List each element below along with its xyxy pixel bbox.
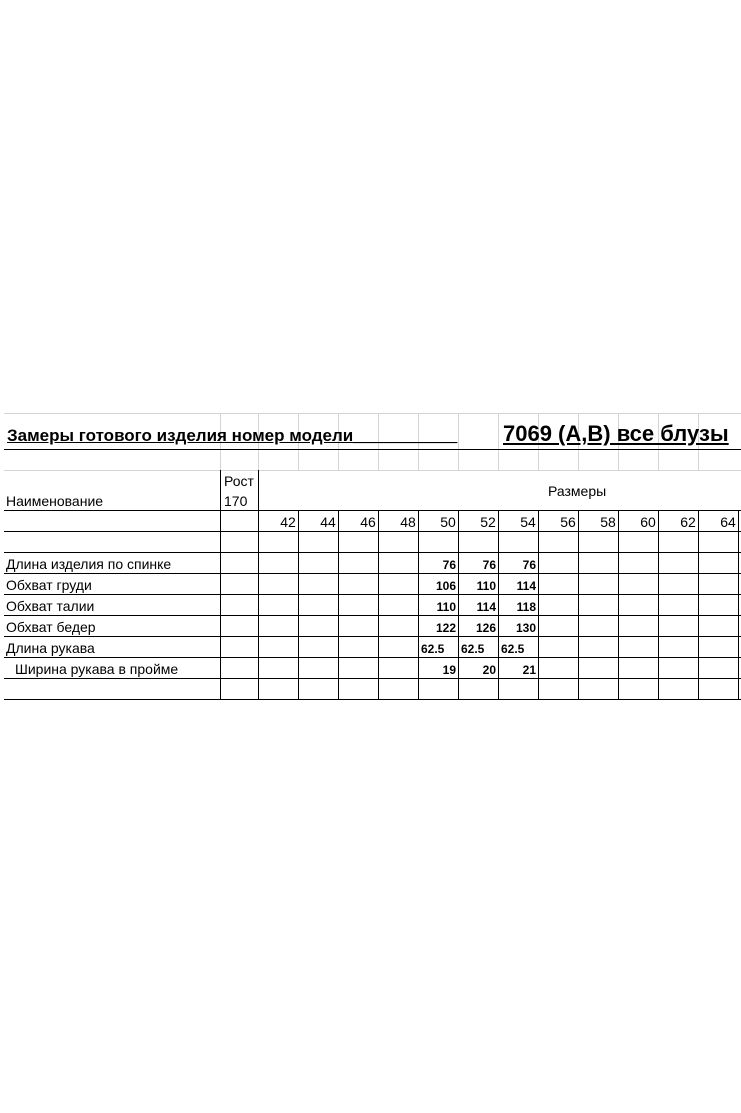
- gridline: [338, 449, 339, 470]
- size-44: 44: [320, 514, 336, 530]
- cell-value: 110: [476, 579, 496, 593]
- cell-value: 76: [522, 558, 536, 572]
- gridline: [498, 413, 499, 449]
- row-label: Обхват груди: [6, 577, 92, 593]
- cell-value: 20: [482, 663, 496, 677]
- size-58: 58: [600, 514, 616, 530]
- cell-value: 126: [475, 621, 496, 635]
- table-border: [738, 510, 739, 699]
- row-label: Ширина рукава в пройме: [15, 661, 179, 677]
- table-border: [4, 657, 741, 658]
- size-64: 64: [720, 514, 736, 530]
- row-label: Обхват бедер: [6, 619, 96, 635]
- table-border: [4, 531, 741, 532]
- table-border: [4, 573, 741, 574]
- table-border: [338, 510, 339, 699]
- table-border: [220, 470, 221, 699]
- table-border: [458, 510, 459, 699]
- gridline: [498, 449, 499, 470]
- table-border: [4, 615, 741, 616]
- table-border: [4, 594, 741, 595]
- cell-value: 62.5: [461, 642, 485, 656]
- gridline: [378, 449, 379, 470]
- gridline: [298, 449, 299, 470]
- cell-value: 114: [476, 600, 496, 614]
- gridline: [418, 449, 419, 470]
- table-border: [578, 510, 579, 699]
- gridline: [258, 449, 259, 470]
- height-header: Рост: [224, 473, 254, 489]
- gridline: [4, 413, 741, 414]
- table-border: [298, 510, 299, 699]
- cell-value: 106: [435, 579, 456, 593]
- sizes-header: Размеры: [548, 483, 607, 499]
- size-56: 56: [560, 514, 576, 530]
- cell-value: 118: [516, 600, 536, 614]
- height-value: 170: [224, 493, 248, 509]
- gridline: [618, 449, 619, 470]
- gridline: [458, 413, 459, 449]
- cell-value: 76: [442, 558, 456, 572]
- row-label: Обхват талии: [6, 598, 95, 614]
- cell-value: 19: [442, 663, 456, 677]
- cell-value: 76: [482, 558, 496, 572]
- table-border: [538, 510, 539, 699]
- table-border: [698, 510, 699, 699]
- table-border: [4, 636, 741, 637]
- table-border: [4, 449, 741, 450]
- table-border: [418, 510, 419, 699]
- table-border: [618, 510, 619, 699]
- size-62: 62: [680, 514, 696, 530]
- size-50: 50: [440, 514, 456, 530]
- table-border: [4, 510, 741, 511]
- gridline: [578, 449, 579, 470]
- cell-value: 62.5: [421, 642, 445, 656]
- table-border: [498, 510, 499, 699]
- size-60: 60: [640, 514, 656, 530]
- gridline: [4, 470, 741, 471]
- gridline: [698, 449, 699, 470]
- gridline: [658, 449, 659, 470]
- size-54: 54: [520, 514, 536, 530]
- table-border: [258, 470, 259, 699]
- name-header: Наименование: [6, 493, 104, 509]
- table-border: [4, 678, 741, 679]
- table-border: [4, 699, 741, 700]
- cell-value: 62.5: [501, 642, 525, 656]
- size-42: 42: [280, 514, 296, 530]
- size-52: 52: [480, 514, 496, 530]
- model-number: 7069 (А,В) все блузы: [503, 421, 729, 446]
- cell-value: 114: [516, 579, 536, 593]
- table-border: [378, 510, 379, 699]
- table-border: [658, 510, 659, 699]
- size-48: 48: [400, 514, 416, 530]
- cell-value: 110: [436, 600, 456, 614]
- gridline: [220, 449, 221, 470]
- gridline: [458, 449, 459, 470]
- gridline: [538, 449, 539, 470]
- table-border: [4, 552, 741, 553]
- cell-value: 130: [515, 621, 536, 635]
- row-label: Длина рукава: [6, 640, 95, 656]
- row-label: Длина изделия по спинке: [6, 556, 172, 572]
- cell-value: 21: [522, 663, 536, 677]
- cell-value: 122: [435, 621, 456, 635]
- page-title: Замеры готового изделия номер модели___________: [7, 426, 458, 445]
- size-46: 46: [360, 514, 376, 530]
